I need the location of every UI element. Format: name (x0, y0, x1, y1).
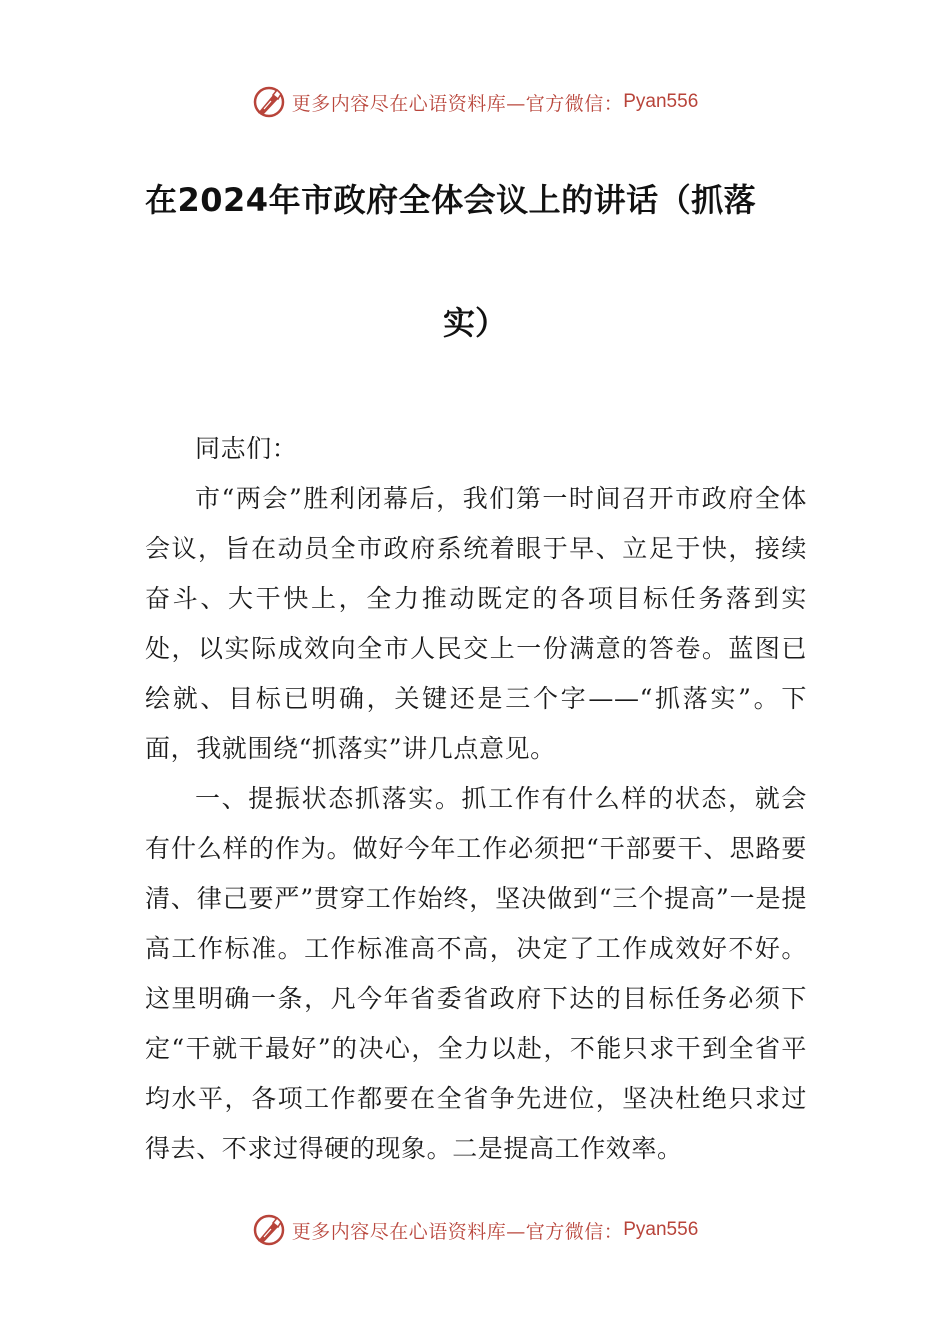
document-title-line-1: 在2024年市政府全体会议上的讲话（抓落 (145, 181, 757, 219)
pen-nib-logo-icon (252, 1213, 286, 1247)
banner-text: 更多内容尽在心语资料库—官方微信： (291, 92, 624, 115)
footer-watermark-banner (0, 1210, 950, 1250)
banner-wechat-handle: Pyan556 (623, 91, 699, 112)
pen-nib-logo-icon (252, 85, 286, 119)
banner-text: 更多内容尽在心语资料库—官方微信： (291, 1220, 624, 1243)
banner-wechat-handle: Pyan556 (623, 1219, 699, 1240)
body-paragraph: 一、提振状态抓落实。抓工作有什么样的状态，就会有什么样的作为。做好今年工作必须把“干部要干、思路要清、律己要严”贯穿工作始终，坚决做到“三个提高”一是提高工作标准。工作标准高不高，决定了工作成效好不好。这里明确一条，凡今年省委省政府下达的目标任务必须下定“干就干最好”的决心，全力以赴，不能只求干到全省平均水平，各项工作都要在全省争先进位，坚决杜绝只求过得去、不求过得硬的现象。二是提高工作效率。 (145, 784, 807, 1163)
document-title-line-2: 实） (442, 304, 507, 342)
header-watermark-banner (0, 82, 950, 122)
salutation: 同志们： (195, 434, 298, 463)
body-paragraph: 市“两会”胜利闭幕后，我们第一时间召开市政府全体会议，旨在动员全市政府系统着眼于早、立足于快，接续奋斗、大干快上，全力推动既定的各项目标任务落到实处，以实际成效向全市人民交上一份满意的答卷。蓝图已绘就、目标已明确，关键还是三个字——“抓落实”。下面，我就围绕“抓落实”讲几点意见。 (145, 484, 807, 763)
document-body (145, 424, 807, 1174)
